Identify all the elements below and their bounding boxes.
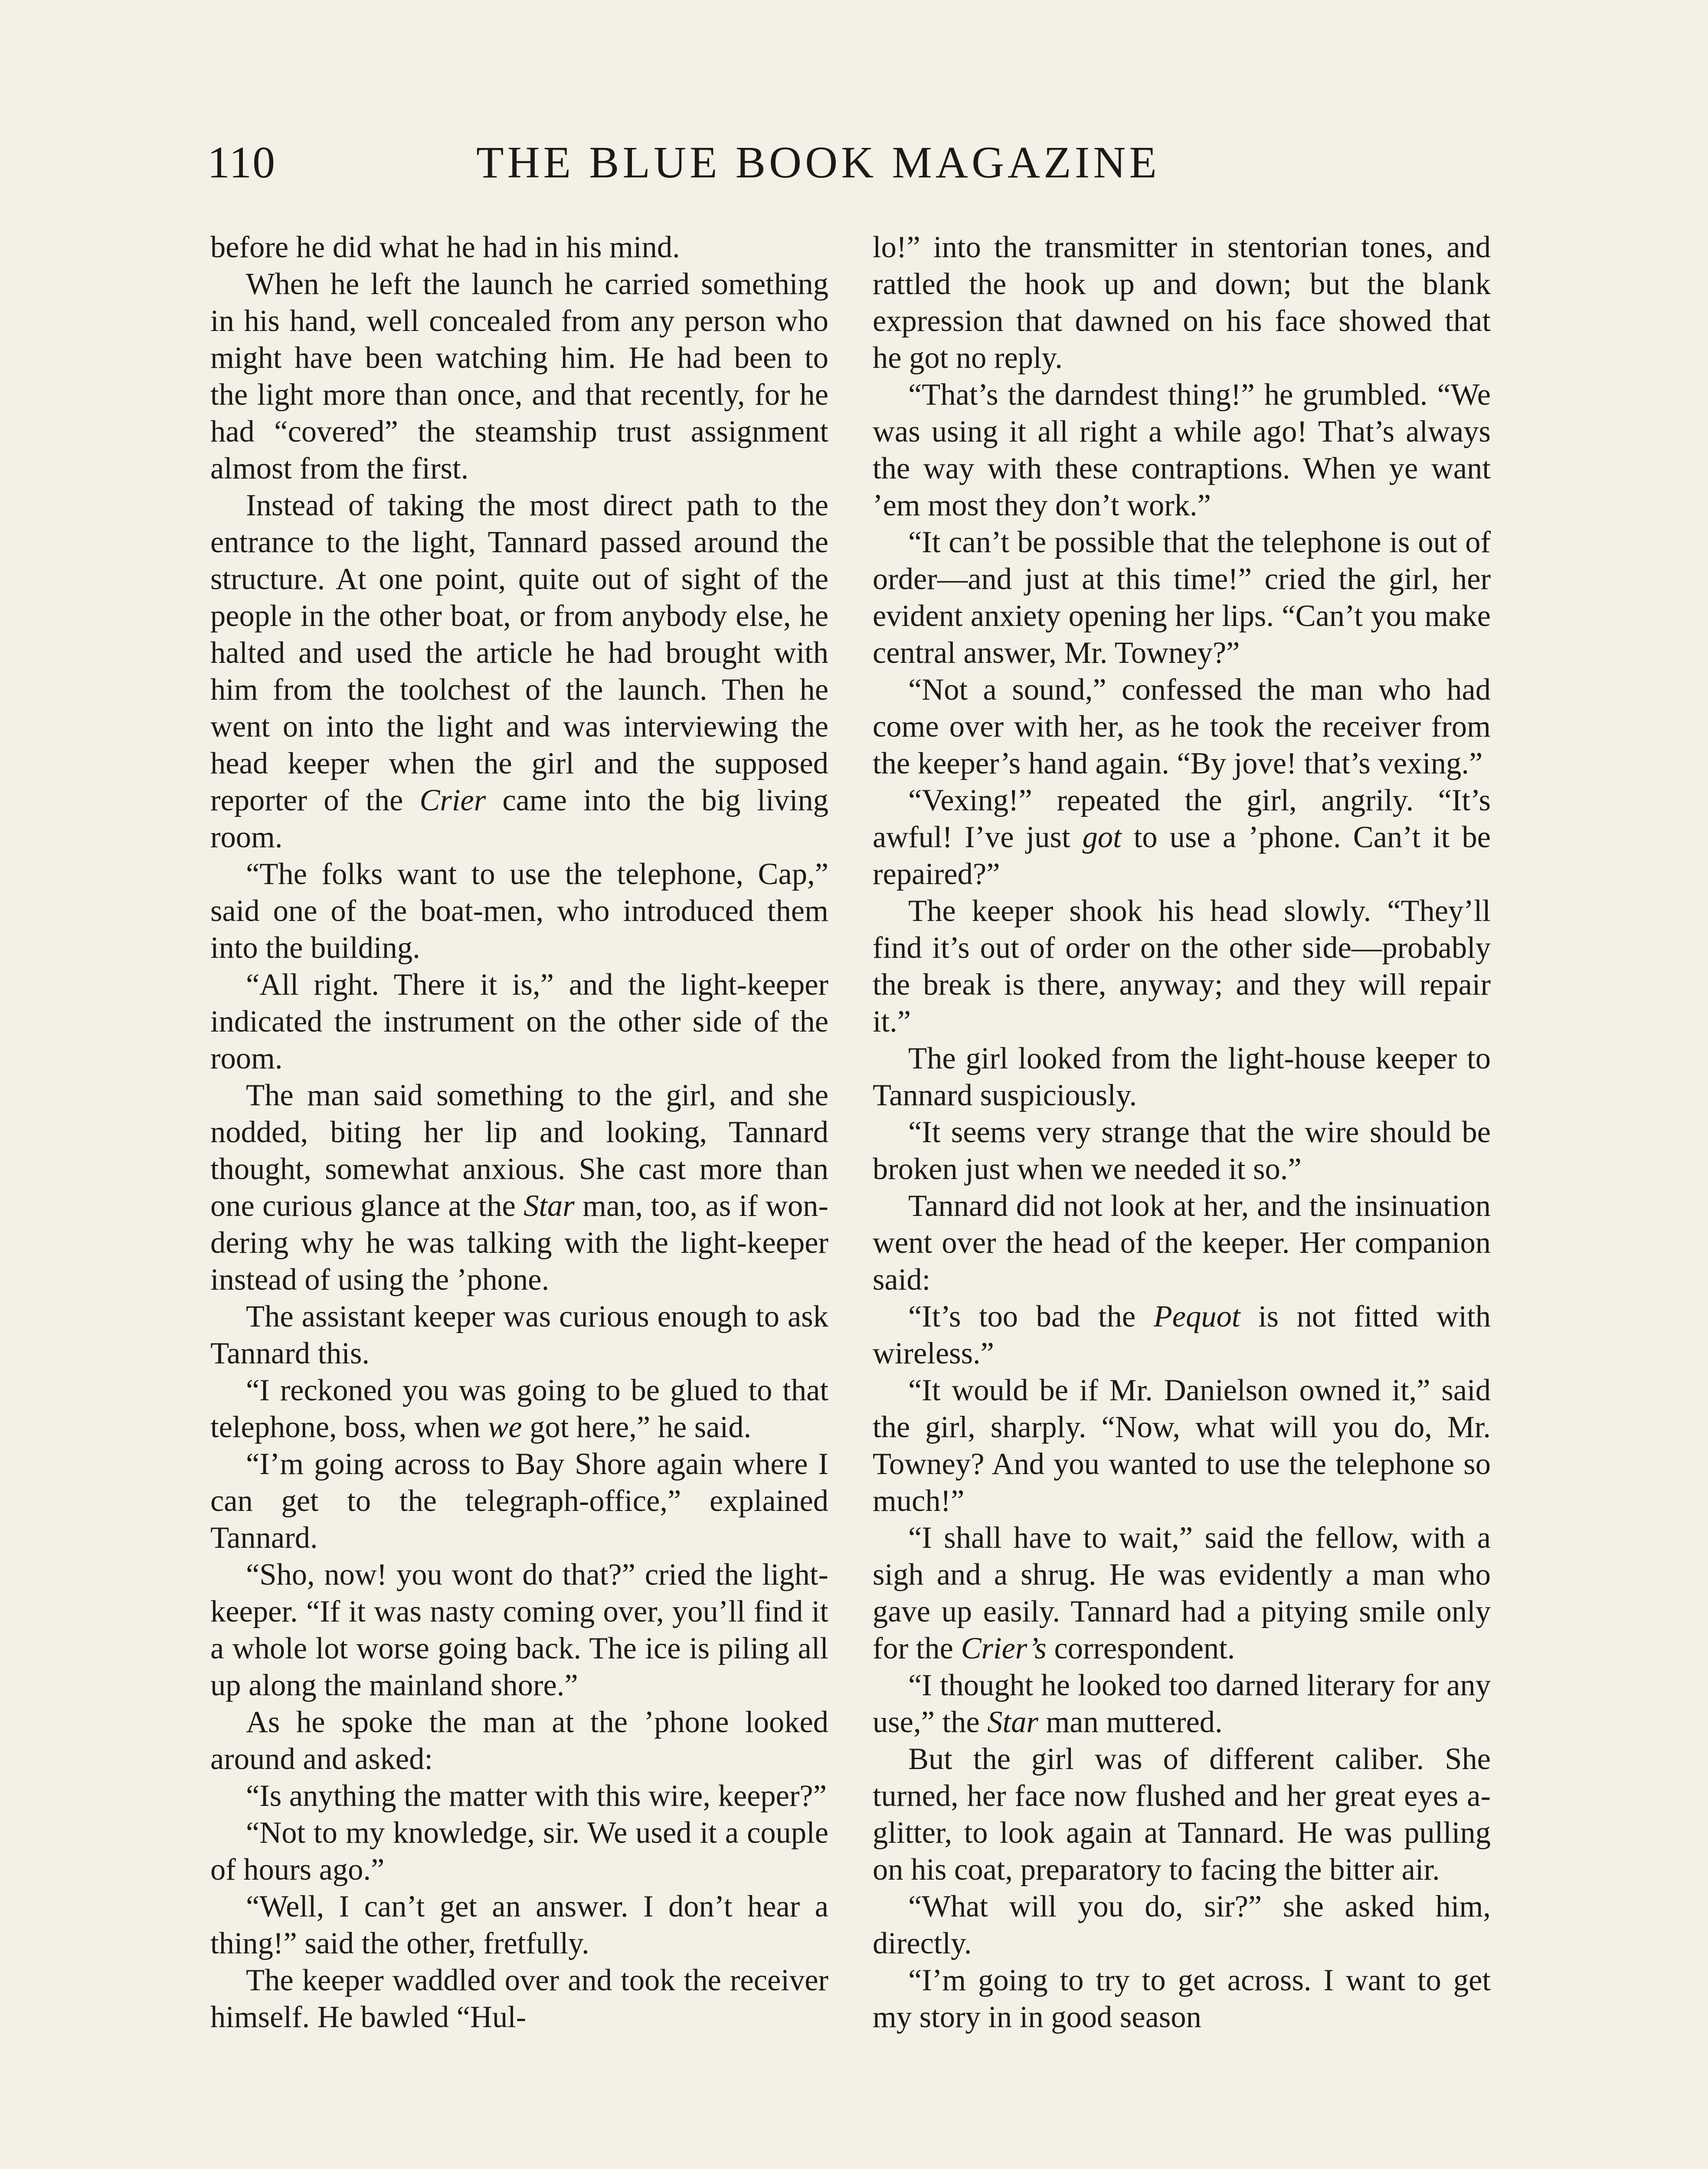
paragraph: The assistant keeper was curious enough to ask Tannard this. (210, 1300, 828, 1370)
right-column (873, 229, 1491, 2036)
paragraph: “It can’t be possible that the telephone is out of order—and just at this time!” cried the girl, her evident anxiety opening her lips. “Can’t you make central answer, Mr. Towney?” (873, 525, 1491, 670)
paragraph: Tannard did not look at her, and the insinuation went over the head of the keeper. Her companion said: (873, 1189, 1491, 1297)
paragraph: As he spoke the man at the ’phone looked around and asked: (210, 1705, 828, 1776)
paragraph: “It would be if Mr. Danielson owned it,” said the girl, sharply. “Now, what will you do, Mr. Towney? And you wanted to use the telephone so much!” (873, 1373, 1491, 1518)
page-header (207, 130, 1504, 195)
left-column (210, 229, 828, 2036)
paragraph: “Sho, now! you wont do that?” cried the light-keeper. “If it was nasty coming over, you’ll find it a whole lot worse going back. The ice is piling all up along the mainland shore.” (210, 1558, 828, 1702)
paragraph: “What will you do, sir?” she asked him, directly. (873, 1890, 1491, 1960)
paragraph: before he did what he had in his mind. (210, 230, 680, 264)
paragraph: “I thought he looked too darned literary for any use,” the Star man muttered. (873, 1668, 1491, 1739)
paragraph: “I’m going to try to get across. I want to get my story in in good season (873, 1963, 1491, 2034)
paragraph: When he left the launch he carried something in his hand, well concealed from any person who might have been watching him. He had been to the light more than once, and that recently, for he had “covered” the steamship trust assignment almost from the first. (210, 267, 828, 485)
paragraph: “Not to my knowledge, sir. We used it a couple of hours ago.” (210, 1816, 828, 1887)
paragraph: “That’s the darndest thing!” he grumbled. “We was using it all right a while ago! That’s always the way with these contraptions. When ye want ’em most they don’t work.” (873, 378, 1491, 522)
paragraph: “Is anything the matter with this wire, keeper?” (246, 1779, 827, 1813)
paragraph: “Well, I can’t get an answer. I don’t hear a thing!” said the other, fretfully. (210, 1890, 828, 1960)
paragraph: lo!” into the transmitter in stentorian tones, and rattled the hook up and down; but the blank expression that dawned on his face showed that he got no reply. (873, 230, 1491, 375)
paragraph: The keeper shook his head slowly. “They’ll find it’s out of order on the other side—probably the break is there, anyway; and they will repair it.” (873, 894, 1491, 1039)
paragraph: The girl looked from the light-house keeper to Tannard suspiciously. (873, 1042, 1491, 1112)
paragraph: “It seems very strange that the wire should be broken just when we needed it so.” (873, 1115, 1491, 1186)
paragraph: “Vexing!” repeated the girl, angrily. “It’s awful! I’ve just got to use a ’phone. Can’t it be repaired?” (873, 783, 1491, 891)
paragraph: But the girl was of different caliber. She turned, her face now flushed and her great eyes a-glitter, to look again at Tannard. He was pulling on his coat, preparatory to facing the bitter air. (873, 1742, 1491, 1887)
paragraph: “Not a sound,” confessed the man who had come over with her, as he took the receiver from the keeper’s hand again. “By jove! that’s vexing.” (873, 673, 1491, 780)
paragraph: “I reckoned you was going to be glued to that telephone, boss, when we got here,” he said. (210, 1373, 828, 1444)
page-number: 110 (207, 138, 276, 187)
paragraph: “All right. There it is,” and the light-keeper indicated the instrument on the other side of the room. (210, 968, 828, 1075)
paragraph: “I shall have to wait,” said the fellow, with a sigh and a shrug. He was evidently a man who gave up easily. Tannard had a pitying smile only for the Crier’s correspondent. (873, 1521, 1491, 1665)
paragraph: The man said something to the girl, and she nodded, biting her lip and looking, Tannard thought, somewhat anxious. She cast more than one curious glance at the Star man, too, as if wondering why he was talking with the light-keeper instead of using the ’phone. (210, 1078, 828, 1297)
paragraph: “I’m going across to Bay Shore again where I can get to the telegraph-office,” explained Tannard. (210, 1447, 828, 1555)
running-title: THE BLUE BOOK MAGAZINE (476, 138, 1160, 187)
paragraph: Instead of taking the most direct path to the entrance to the light, Tannard passed around the structure. At one point, quite out of sight of the people in the other boat, or from anybody else, he halted and used the article he had brought with him from the toolchest of the launch. Then he went on into the light and was interviewing the head keeper when the girl and the supposed reporter of the Crier came into the big living room. (210, 488, 828, 854)
paragraph: “It’s too bad the Pequot is not fitted with wireless.” (873, 1300, 1491, 1370)
paragraph: “The folks want to use the telephone, Cap,” said one of the boat-men, who introduced them into the building. (210, 857, 828, 965)
paragraph: The keeper waddled over and took the receiver himself. He bawled “Hul- (210, 1963, 828, 2034)
